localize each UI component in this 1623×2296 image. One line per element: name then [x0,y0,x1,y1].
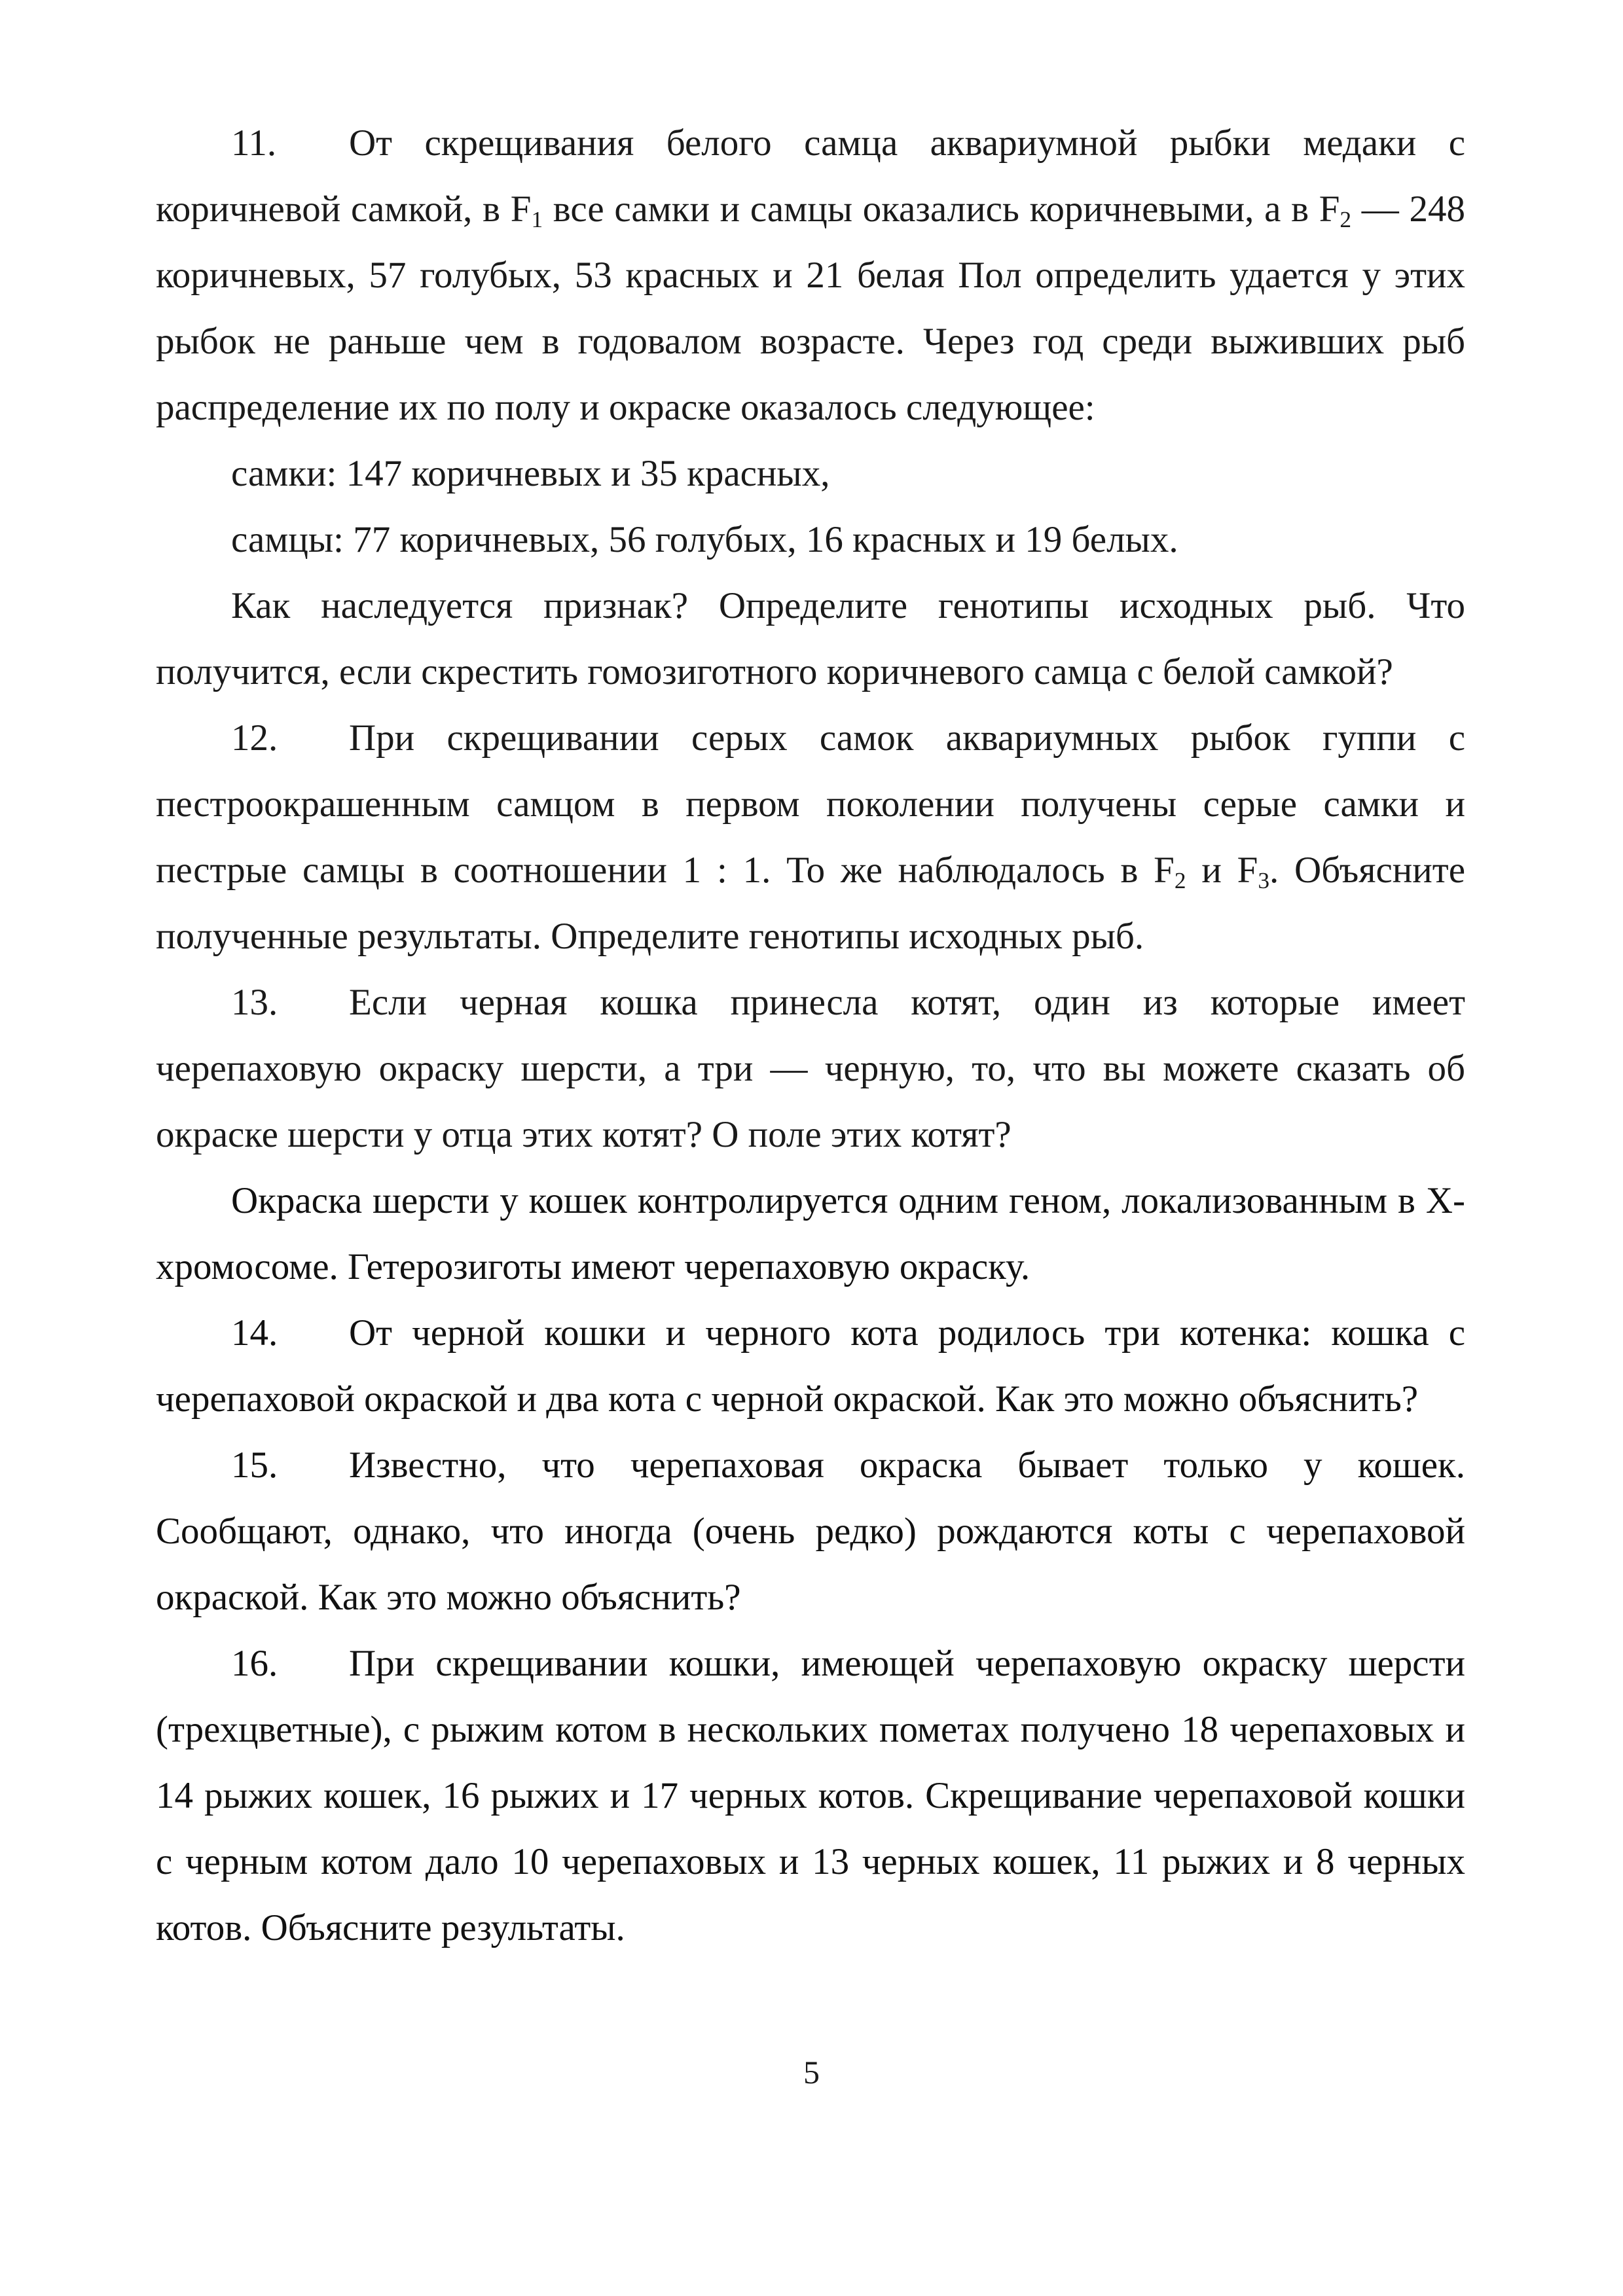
problem-text: От скрещивания белого самца аквариумной рыбки медаки с коричневой самкой, в F [156,122,1465,230]
problem-11-females: самки: 147 коричневых и 35 красных, [231,453,830,494]
subscript: 3 [1258,867,1269,893]
document-page [156,110,1465,1961]
subscript: 1 [531,206,543,232]
problem-11-males: самцы: 77 коричневых, 56 голубых, 16 красных и 19 белых. [231,519,1178,560]
problem-11 [156,110,1465,440]
problem-text: и F [1186,850,1258,891]
problem-text: Известно, что черепаховая окраска бывает только у кошек. Сообщают, однако, что иногда (очень редко) рождаются коты с черепаховой окраской. Как это можно объяснить? [156,1444,1465,1618]
problem-number: 11. [231,122,277,164]
problem-number: 12. [231,717,278,759]
problem-number: 13. [231,982,278,1023]
problem-16 [156,1630,1465,1961]
subscript: 2 [1174,867,1186,893]
problem-11-question: Как наследуется признак? Определите генотипы исходных рыб. Что получится, если скрестить гомозиготного коричневого самца с белой самкой? [156,585,1465,692]
genetics-note: Окраска шерсти у кошек контролируется одним геном, локализованным в X-хромосоме. Гетерозиготы имеют черепаховую окраску. [156,1180,1465,1287]
problem-number: 15. [231,1444,278,1486]
problem-text: При скрещивании кошки, имеющей черепаховую окраску шерсти (трехцветные), с рыжим котом в нескольких пометах получено 18 черепаховых и 14 рыжих кошек, 16 рыжих и 17 черных котов. Скрещивание черепаховой кошки с черным котом дало 10 черепаховых и 13 черных кошек, 11 рыжих и 8 черных котов. Объясните результаты. [156,1643,1465,1948]
problem-14 [156,1300,1465,1432]
problem-number: 14. [231,1312,278,1354]
problem-15 [156,1432,1465,1630]
page-number: 5 [803,2054,820,2090]
problem-text: — 248 коричневых, 57 голубых, 53 красных и 21 белая Пол определить удается у этих рыбок не раньше чем в годовалом возрасте. Через год среди выживших рыб распределение их по полу и окраске оказалось следующее: [156,188,1465,428]
problem-text: При скрещивании серых самок аквариумных рыбок гуппи с пестроокрашенным самцом в первом поколении получены серые самки и пестрые самцы в соотношении 1 : 1. То же наблюдалось в F [156,717,1465,891]
problem-13 [156,969,1465,1168]
problem-text: Если черная кошка принесла котят, один из которые имеет черепаховую окраску шерсти, а три — черную, то, что вы можете сказать об окраске шерсти у отца этих котят? О поле этих котят? [156,982,1465,1155]
problem-text: От черной кошки и черного кота родилось три котенка: кошка с черепаховой окраской и два кота с черной окраской. Как это можно объяснить? [156,1312,1465,1420]
problem-number: 16. [231,1643,278,1684]
problem-text: . Объясните полученные результаты. Определите генотипы исходных рыб. [156,850,1465,957]
problem-text: все самки и самцы оказались коричневыми, а в F [543,188,1340,230]
problem-12 [156,705,1465,969]
subscript: 2 [1340,206,1352,232]
